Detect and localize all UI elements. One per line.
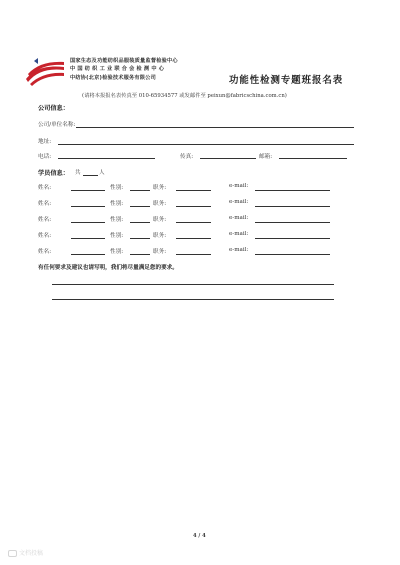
watermark-text: 文档投稿 (19, 550, 44, 557)
fax-field[interactable] (200, 158, 256, 159)
company-name-field[interactable] (76, 127, 354, 128)
student-position-field[interactable] (176, 238, 211, 239)
student-name-label: 姓名: (38, 185, 52, 191)
student-name-field[interactable] (71, 254, 105, 255)
company-email-field[interactable] (279, 158, 347, 159)
student-email-field[interactable] (255, 190, 330, 191)
student-gender-label: 性别: (110, 249, 124, 255)
org-line-1: 国家生态及功能纺织品服装质量监督检验中心 (70, 58, 178, 64)
submission-note: (请将本报报名表传真至 010-65934577 或发邮件至 peixun@fabricschina.com.cn) (82, 93, 287, 99)
student-name-label: 姓名: (38, 217, 52, 223)
email-label: 邮箱: (259, 154, 273, 160)
student-email-label: e-mail: (229, 199, 249, 205)
student-position-field[interactable] (176, 222, 211, 223)
student-position-label: 职务: (153, 249, 167, 255)
student-gender-label: 性别: (110, 233, 124, 239)
watermark-logo-icon (8, 550, 17, 557)
student-position-label: 职务: (153, 233, 167, 239)
student-email-field[interactable] (255, 206, 330, 207)
student-gender-label: 性别: (110, 201, 124, 207)
organization-names (70, 57, 220, 82)
org-line-2: 中 国 纺 织 工 业 联 合 会 检 测 中 心 (70, 66, 165, 73)
student-position-field[interactable] (176, 206, 211, 207)
student-email-field[interactable] (255, 238, 330, 239)
phone-field[interactable] (58, 158, 155, 159)
company-section-label: 公司信息： (38, 105, 69, 112)
form-title: 功能性检测专题班报名表 (229, 75, 344, 86)
student-gender-field[interactable] (130, 254, 150, 255)
student-gender-field[interactable] (130, 238, 150, 239)
student-name-label: 姓名: (38, 233, 52, 239)
requirements-line-1[interactable] (52, 284, 334, 285)
student-section-label: 学员信息： (38, 170, 69, 177)
fax-label: 传真: (180, 154, 194, 160)
student-position-label: 职务: (153, 185, 167, 191)
student-count-prefix: 共 (75, 170, 81, 176)
address-label: 地址: (38, 139, 52, 145)
page-number: 4 / 4 (193, 533, 206, 539)
student-gender-field[interactable] (130, 190, 150, 191)
student-count-suffix: 人 (99, 170, 105, 176)
organization-logo-icon (24, 55, 66, 87)
student-position-label: 职务: (153, 201, 167, 207)
student-email-field[interactable] (255, 254, 330, 255)
student-name-label: 姓名: (38, 201, 52, 207)
student-gender-field[interactable] (130, 222, 150, 223)
student-name-field[interactable] (71, 190, 105, 191)
student-name-field[interactable] (71, 222, 105, 223)
student-count-field[interactable] (83, 175, 98, 176)
student-position-field[interactable] (176, 190, 211, 191)
student-gender-label: 性别: (110, 217, 124, 223)
company-name-label: 公司/单位名称: (38, 122, 76, 128)
address-field[interactable] (58, 144, 354, 145)
student-email-field[interactable] (255, 222, 330, 223)
student-position-field[interactable] (176, 254, 211, 255)
student-name-label: 姓名: (38, 249, 52, 255)
student-email-label: e-mail: (229, 231, 249, 237)
student-name-field[interactable] (71, 238, 105, 239)
student-email-label: e-mail: (229, 215, 249, 221)
student-email-label: e-mail: (229, 247, 249, 253)
watermark (8, 548, 43, 557)
student-gender-label: 性别: (110, 185, 124, 191)
student-name-field[interactable] (71, 206, 105, 207)
requirements-note: 有任何要求及建议也请写明，我们将尽量满足您的要求。 (38, 265, 178, 271)
student-email-label: e-mail: (229, 183, 249, 189)
student-gender-field[interactable] (130, 206, 150, 207)
requirements-line-2[interactable] (52, 299, 334, 300)
org-line-3: 中纺协(北京)检验技术服务有限公司 (70, 74, 156, 81)
student-position-label: 职务: (153, 217, 167, 223)
phone-label: 电话: (38, 154, 52, 160)
